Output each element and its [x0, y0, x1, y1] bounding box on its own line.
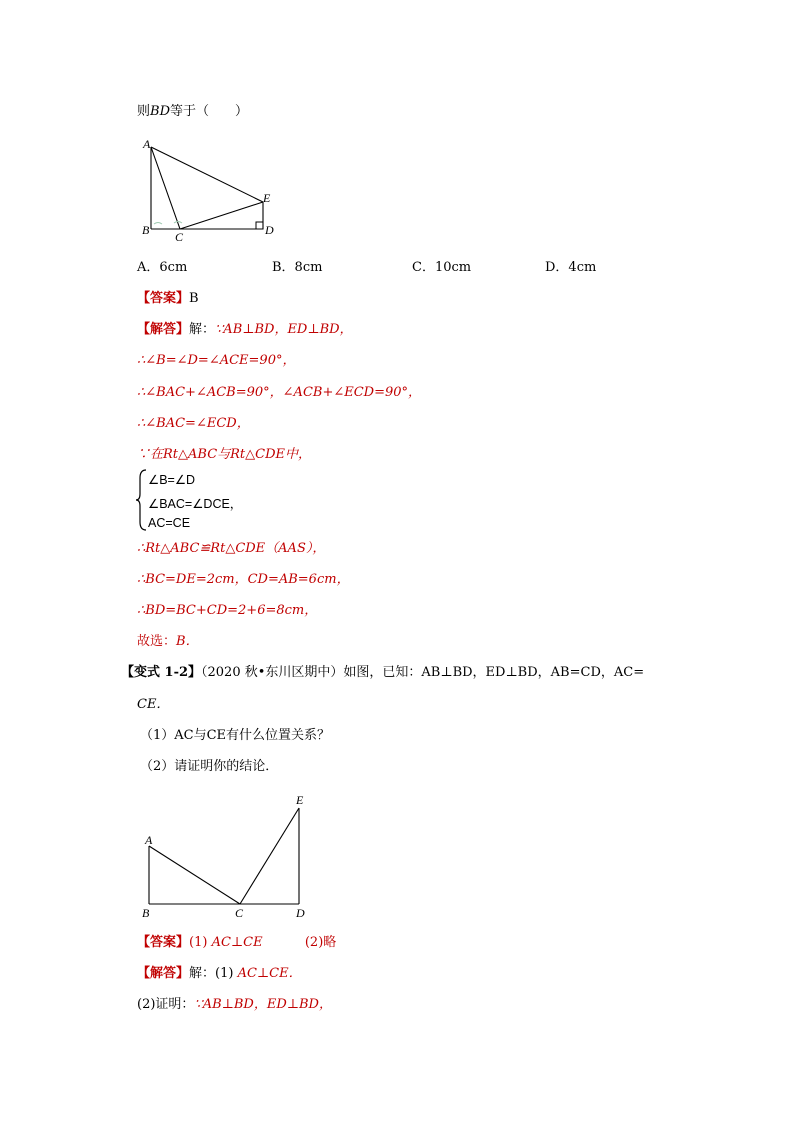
fig2-label-E: E [296, 793, 304, 807]
fig1-label-C: C [175, 230, 184, 244]
q2-stem-line1 [121, 664, 644, 682]
q1-step2-1: ∴BC=DE=2cm，CD=AB=6cm， [137, 572, 350, 587]
q2-stem-line2: CE． [137, 697, 170, 712]
q1-step2-0: ∴Rt△ABC≌Rt△CDE（AAS）， [137, 541, 326, 556]
fig1-segment-CE [180, 202, 263, 229]
q2-explain-lead: 解：(1) [189, 966, 234, 981]
fig1-label-E: E [263, 191, 271, 205]
q2-answer-v1: AC⊥CE [211, 935, 263, 950]
q1-step-1: ∴∠B=∠D=∠ACE=90°， [137, 353, 296, 368]
system-brace [136, 468, 148, 532]
q2-tag: 【变式 1-2】 [121, 665, 202, 680]
q2-stem-text: （2020 秋•东川区期中）如图，已知：AB⊥BD，ED⊥BD，AB=CD，AC= [201, 665, 645, 680]
fig1-label-D: D [265, 223, 274, 237]
q1-choose-line [137, 633, 199, 651]
q2-answer-v2: 略 [323, 935, 337, 950]
q1-stem-suffix: 等于（ ） [170, 104, 249, 119]
q1-answer-line [137, 290, 199, 308]
q2-answer-tag: 【答案】 [137, 935, 190, 950]
option-b: B．8cm [272, 260, 323, 275]
fig2-label-B: B [142, 906, 150, 920]
q1-step-3: ∴∠BAC=∠ECD， [137, 416, 250, 431]
figure-1-lines [151, 147, 263, 229]
figure-2-lines [149, 808, 299, 904]
q2-explain-tag: 【解答】 [137, 966, 190, 981]
fig1-faint-marks [154, 222, 182, 225]
q1-step-2: ∴∠BAC+∠ACB=90°，∠ACB+∠ECD=90°， [137, 385, 422, 400]
q2-sub2: （2）请证明你的结论． [140, 759, 279, 774]
system-line-0: ∠B=∠D [148, 473, 196, 487]
option-d: D．4cm [545, 260, 597, 275]
q1-answer: B [189, 291, 199, 306]
system-line-1: ∠BAC=∠DCE， [148, 497, 243, 511]
fig1-label-B: B [142, 223, 150, 237]
fig2-segment-CE [240, 808, 299, 904]
q1-explain-lead: 解： [189, 322, 216, 337]
fig1-segment-AC [151, 147, 180, 229]
q1-stem-prefix: 则 [137, 104, 151, 119]
q2-proof-prefix: (2)证明： [137, 997, 195, 1012]
q1-explain-tag: 【解答】 [137, 322, 190, 337]
option-a: A．6cm [137, 260, 188, 275]
q2-explain-v1: AC⊥CE． [237, 966, 302, 981]
q1-step-0: ∵AB⊥BD，ED⊥BD， [215, 322, 353, 337]
q2-answer-p1: (1) [189, 935, 208, 950]
q1-answer-tag: 【答案】 [137, 291, 190, 306]
q2-explain-line [137, 965, 302, 983]
fig1-right-angle-mark [256, 222, 263, 229]
q2-proof-line [137, 996, 332, 1014]
option-c: C．10cm [412, 260, 472, 275]
fig2-label-C: C [235, 906, 244, 920]
q2-answer-line [137, 934, 336, 952]
fig2-segment-AC [149, 846, 240, 904]
q1-step-4: ∵在Rt△ABC与Rt△CDE中， [137, 447, 312, 462]
fig1-segment-AE [151, 147, 263, 202]
q2-answer-p2: (2) [304, 935, 324, 950]
q1-choose-prefix: 故选： [137, 634, 177, 649]
q1-stem-var: BD [150, 104, 170, 119]
q2-proof-text: ∵AB⊥BD，ED⊥BD， [194, 997, 332, 1012]
q1-step2-2: ∴BD=BC+CD=2+6=8cm， [137, 603, 318, 618]
q1-choose: B． [176, 634, 199, 649]
fig2-label-D: D [296, 906, 305, 920]
system-line-2: AC=CE [148, 516, 191, 530]
fig2-label-A: A [145, 833, 153, 847]
q1-stem [137, 103, 248, 121]
q2-sub1: （1）AC与CE有什么位置关系？ [140, 728, 331, 743]
q1-explain-line [137, 321, 353, 339]
fig1-label-A: A [143, 137, 151, 151]
